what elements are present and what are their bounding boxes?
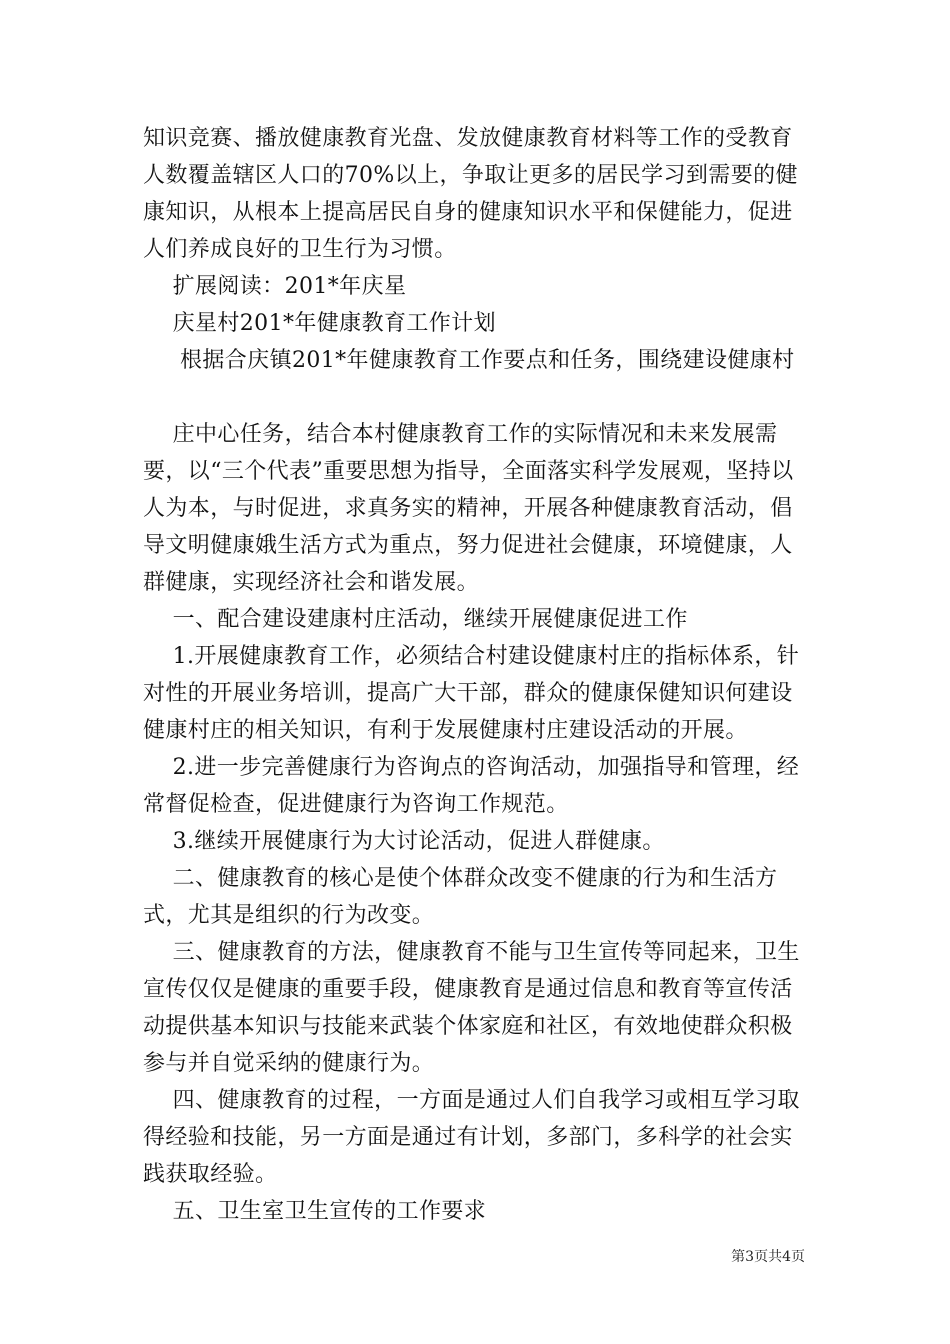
paragraph-12: 四、健康教育的过程，一方面是通过人们自我学习或相互学习取得经验和技能，另一方面是通过有计划，多部门，多科学的社会实践获取经验。 — [143, 1088, 800, 1187]
page-number-footer: 第3页共4页 — [731, 1249, 805, 1265]
paragraph-8: 2.进一步完善健康行为咨询点的咨询活动，加强指导和管理，经常督促检查，促进健康行为咨询工作规范。 — [143, 755, 800, 817]
paragraph-10: 二、健康教育的核心是使个体群众改变不健康的行为和生活方式，尤其是组织的行为改变。 — [143, 866, 778, 928]
paragraph-9: 3.继续开展健康行为大讨论活动，促进人群健康。 — [143, 829, 665, 854]
paragraph-13: 五、卫生室卫生宣传的工作要求 — [143, 1199, 487, 1224]
paragraph-3: 庆星村201*年健康教育工作计划 — [143, 311, 496, 336]
paragraph-1: 知识竞赛、播放健康教育光盘、发放健康教育材料等工作的受教育人数覆盖辖区人口的70%以上，争取让更多的居民学习到需要的健康知识，从根本上提高居民自身的健康知识水平和保健能力，促进人们养成良好的卫生行为习惯。 — [143, 126, 798, 262]
paragraph-4: 根据合庆镇201*年健康教育工作要点和任务，围绕建设健康村 — [143, 348, 795, 373]
paragraph-6: 一、配合建设建康村庄活动，继续开展健康促进工作 — [143, 607, 688, 632]
paragraph-5: 庄中心任务，结合本村健康教育工作的实际情况和未来发展需要，以“三个代表”重要思想为指导，全面落实科学发展观，坚持以人为本，与时促进，求真务实的精神，开展各种健康教育活动，倡导文明健康娥生活方式为重点，努力促进社会健康，环境健康，人群健康，实现经济社会和谐发展。 — [143, 422, 794, 595]
paragraph-2: 扩展阅读：201*年庆星 — [143, 274, 407, 299]
paragraph-11: 三、健康教育的方法，健康教育不能与卫生宣传等同起来，卫生宣传仅仅是健康的重要手段，健康教育是通过信息和教育等宣传活动提供基本知识与技能来武装个体家庭和社区，有效地使群众积极参与并自觉采纳的健康行为。 — [143, 940, 800, 1076]
paragraph-7: 1.开展健康教育工作，必须结合村建设健康村庄的指标体系，针对性的开展业务培训，提高广大干部，群众的健康保健知识何建设健康村庄的相关知识，有利于发展健康村庄建设活动的开展。 — [143, 644, 800, 743]
